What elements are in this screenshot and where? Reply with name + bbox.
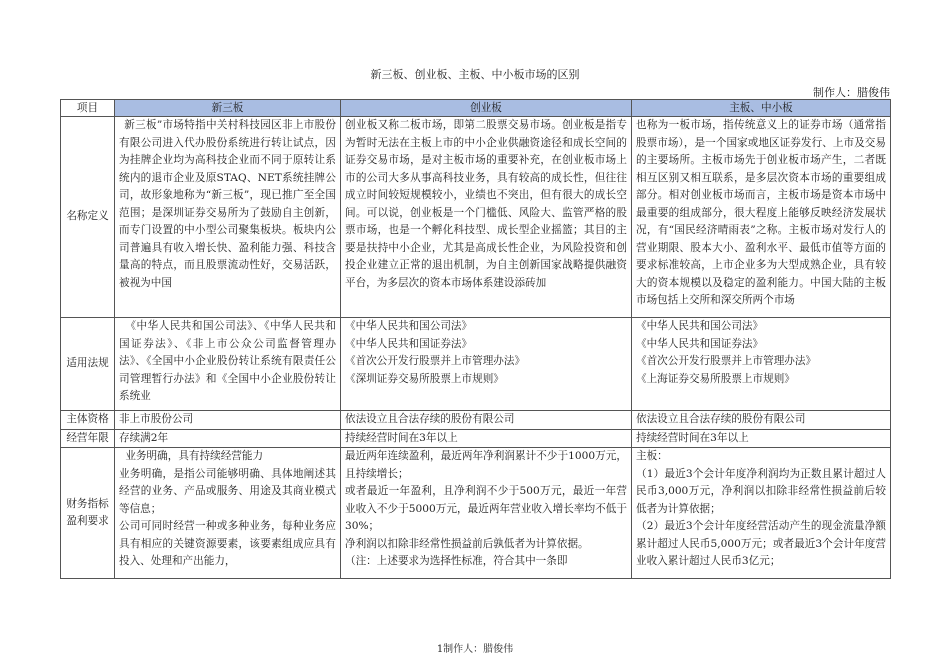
cell-text: 最近两年连续盈利，最近两年净利润累计不少于1000万元，且持续增长； 或者最近一年盈利，且净利润不少于500万元，最近一年营业收入不少于5000万元，最近两年营业收入增长率均不低于30%； 净利润以扣除非经常性损益前后孰低者为计算依据。 （注：上述要求为选择性标准，符合其中一条即 bbox=[345, 450, 627, 567]
cell-text: 《中华人民共和国公司法》、《中华人民共和国证券法》、《非上市公众公司监督管理办法》、《全国中小企业股份转让系统有限责任公司管理暂行办法》和《全国中小企业股份转让系统业 bbox=[119, 320, 336, 402]
row-label: 名称定义 bbox=[61, 117, 115, 318]
table-cell: 非上市股份公司 bbox=[115, 411, 341, 430]
cell-text: 也称为一板市场，指传统意义上的证券市场（通常指股票市场），是一个国家或地区证券发行、上市及交易的主要场所。主板市场先于创业板市场产生，二者既相互区别又相互联系，是多层次资本市场的重要组成部分。相对创业板市场而言，主板市场是资本市场中最重要的组成部分，很大程度上能够反映经济发展状况，有“国民经济晴雨表”之称。主板市场对发行人的营业期限、股本大小、盈利水平、最低市值等方面的要求标准较高，上市企业多为大型成熟企业，具有较大的资本规模以及稳定的盈利能力。中国大陆的主板市场包括上交所和深交所两个市场 bbox=[636, 119, 886, 306]
cell-text: 主板： （1）最近3个会计年度净利润均为正数且累计超过人民币3,000万元，净利润以扣除非经常性损益前后较低者为计算依据； （2）最近3个会计年度经营活动产生的现金流量净额累计超过人民币5,000万元；或者最近3个会计年度营业收入累计超过人民币3亿元； bbox=[636, 450, 886, 567]
table-cell bbox=[632, 448, 891, 579]
table-cell: 依法设立且合法存续的股份有限公司 bbox=[632, 411, 891, 430]
header-row bbox=[61, 100, 891, 117]
comparison-table bbox=[60, 99, 891, 579]
cell-text: 新三板”市场特指中关村科技园区非上市股份有限公司进入代办股份系统进行转让试点，因为挂牌企业均为高科技企业而不同于原转让系统内的退市企业及原STAQ、NET系统挂牌公司，故形象地称为“新三板”，现已推广至全国范围；是深圳证券交易所为了鼓励自主创新，而专门设置的中小型公司聚集板块。板块内公司普遍具有收入增长快、盈利能力强、科技含量高的特点，而且股票流动性好，交易活跃，被视为中国 bbox=[119, 119, 336, 289]
table-cell bbox=[341, 318, 632, 411]
table-row bbox=[61, 429, 891, 448]
table-cell: 依法设立且合法存续的股份有限公司 bbox=[341, 411, 632, 430]
header-chinext: 创业板 bbox=[341, 100, 632, 117]
table-cell bbox=[115, 448, 341, 579]
row-label: 适用法规 bbox=[61, 318, 115, 411]
document-title: 新三板、创业板、主板、中小板市场的区别 bbox=[370, 68, 580, 81]
table-cell bbox=[341, 448, 632, 579]
table-row bbox=[61, 411, 891, 430]
table-cell bbox=[115, 117, 341, 318]
table-row bbox=[61, 448, 891, 579]
header-item: 项目 bbox=[61, 100, 115, 117]
cell-text: 《中华人民共和国公司法》 《中华人民共和国证券法》 《首次公开发行股票并上市管理办法》 《深圳证券交易所股票上市规则》 bbox=[345, 320, 526, 385]
table-cell bbox=[632, 117, 891, 318]
cell-text: 创业板又称二板市场，即第二股票交易市场。创业板是指专为暂时无法在主板上市的中小企业供融资途径和成长空间的证券交易市场，是对主板市场的重要补充，在创业板市场上市的公司大多从事高科技业务，具有较高的成长性，但往往成立时间较短规模较小，业绩也不突出，但有很大的成长空间。可以说，创业板是一个门槛低、风险大、监管严格的股票市场，也是一个孵化科技型、成长型企业摇篮；其目的主要是扶持中小企业，尤其是高成长性企业，为风险投资和创投企业建立正常的退出机制，为自主创新国家战略提供融资平台，为多层次的资本市场体系建设添砖加 bbox=[345, 119, 627, 289]
table-cell bbox=[341, 117, 632, 318]
page-footer: 1制作人：腊俊伟 bbox=[436, 644, 514, 655]
row-label: 经营年限 bbox=[61, 429, 115, 448]
table-cell: 持续经营时间在3年以上 bbox=[632, 429, 891, 448]
table-row bbox=[61, 318, 891, 411]
row-label: 主体资格 bbox=[61, 411, 115, 430]
table-cell: 存续满2年 bbox=[115, 429, 341, 448]
table-row bbox=[61, 117, 891, 318]
header-new-third-board: 新三板 bbox=[115, 100, 341, 117]
table-cell: 持续经营时间在3年以上 bbox=[341, 429, 632, 448]
table-cell bbox=[632, 318, 891, 411]
cell-text: 业务明确，具有持续经营能力 业务明确，是指公司能够明确、具体地阐述其经营的业务、产品或服务、用途及其商业模式等信息； 公司可同时经营一种或多种业务，每种业务应具有相应的关键资源要素，该要素组成应具有投入、处理和产出能力， bbox=[119, 450, 336, 567]
table-cell bbox=[115, 318, 341, 411]
header-main-board: 主板、中小板 bbox=[632, 100, 891, 117]
cell-text: 《中华人民共和国公司法》 《中华人民共和国证券法》 《首次公开发行股票并上市管理办法》 《上海证券交易所股票上市规则》 bbox=[636, 320, 817, 385]
author-line: 制作人：腊俊伟 bbox=[813, 86, 890, 99]
row-label: 财务指标盈利要求 bbox=[61, 448, 115, 579]
